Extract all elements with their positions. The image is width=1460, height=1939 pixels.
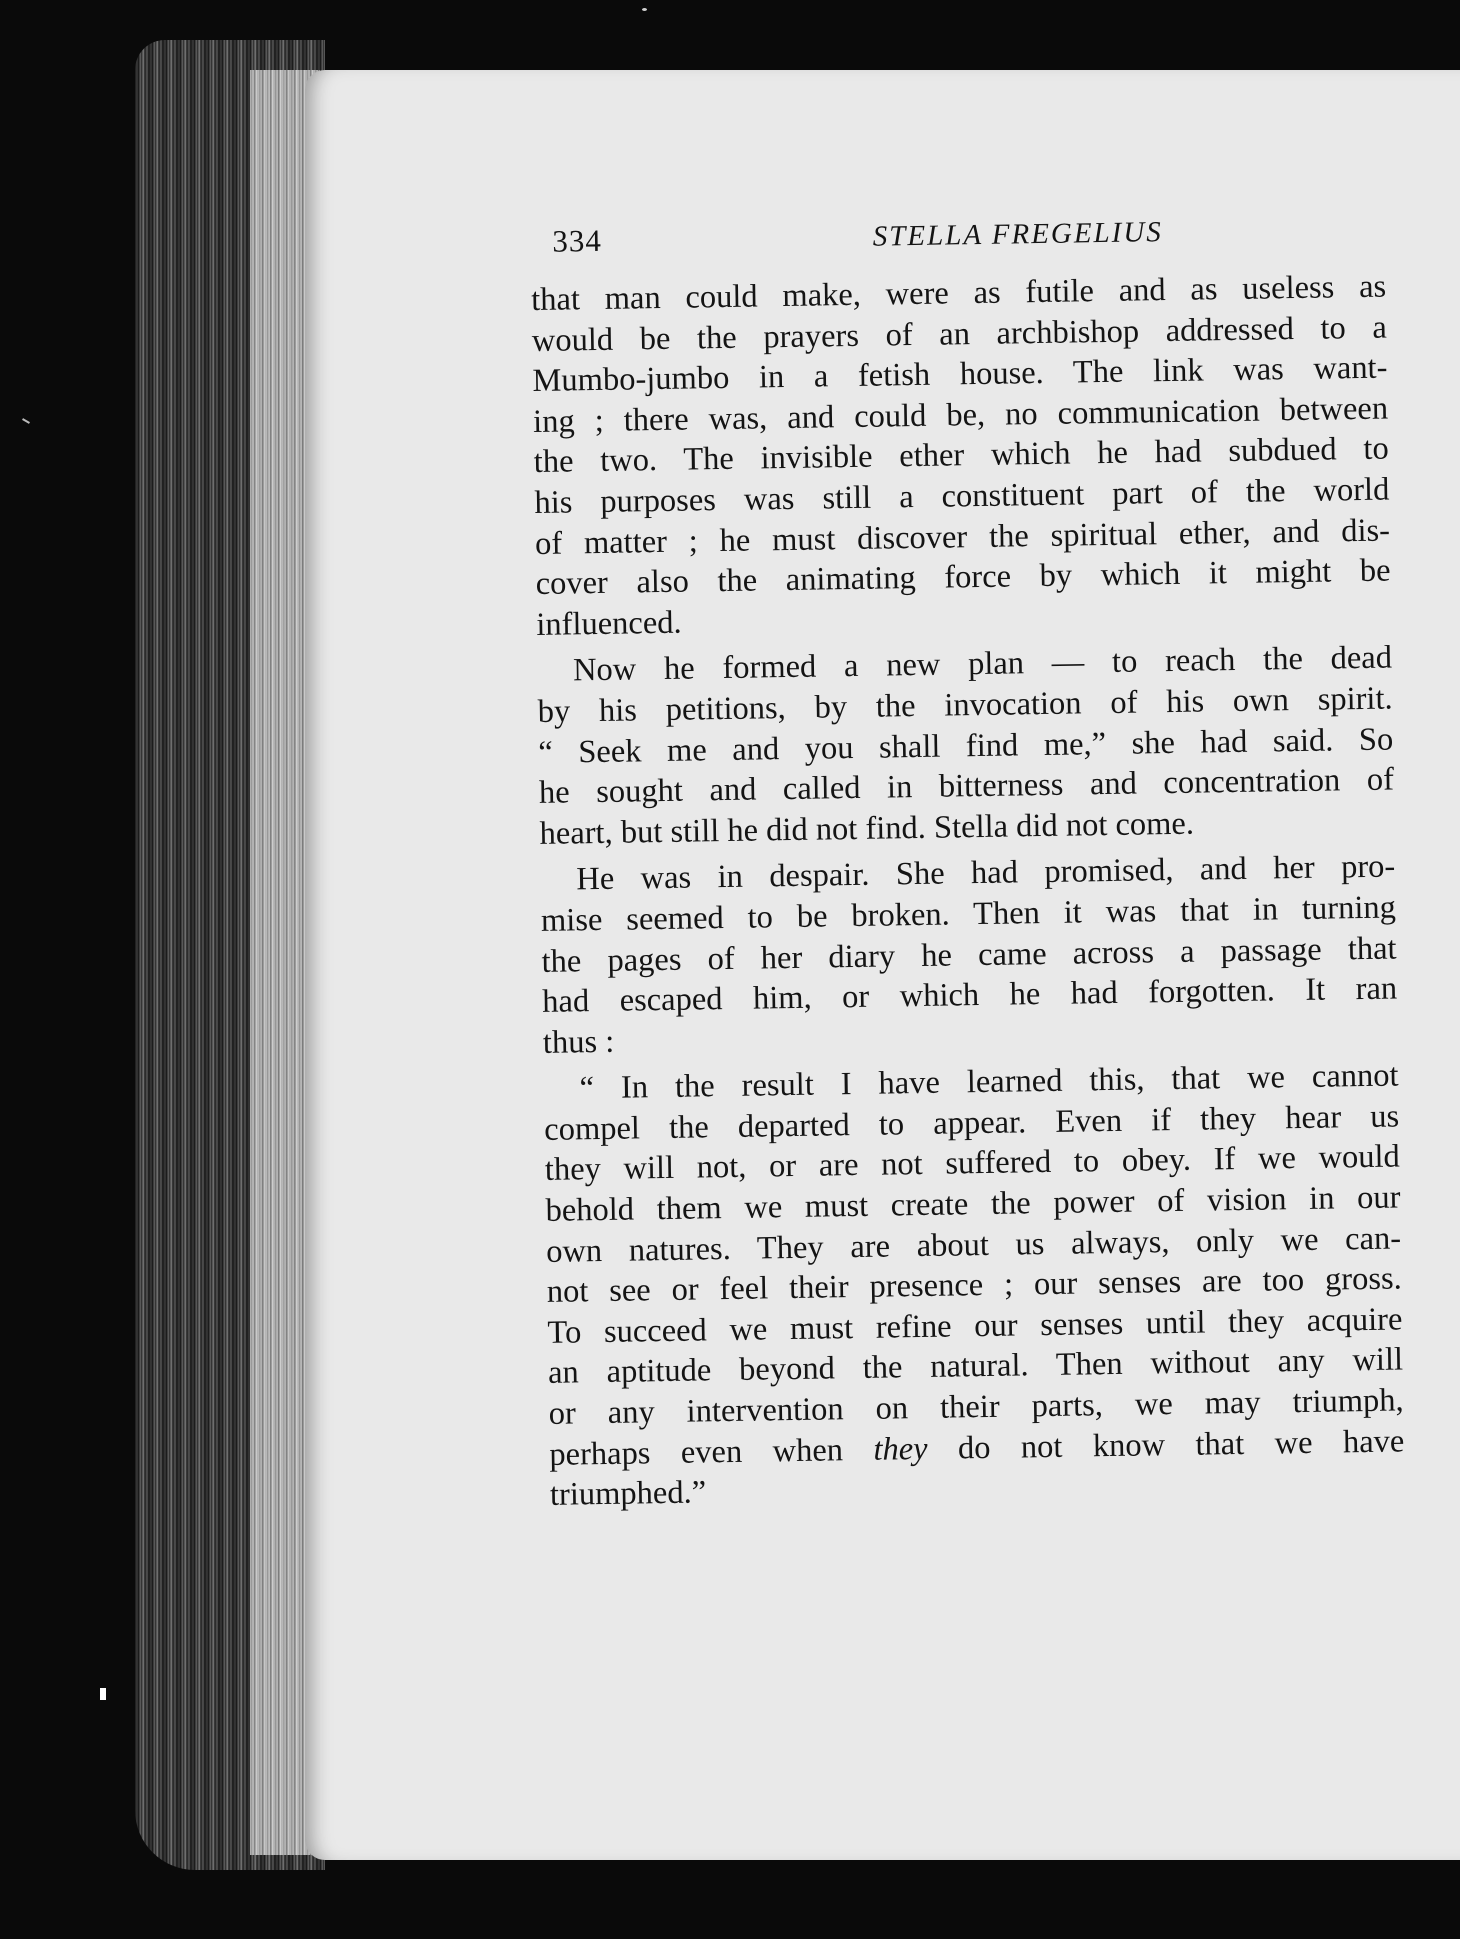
text-line: “ In the result I have learned this, that we cannot: [579, 1057, 1399, 1107]
paragraph: [537, 638, 1395, 854]
text-line: own natures. They are about us always, only we can-: [545, 1220, 1402, 1270]
text-line: Now he formed a new plan — to reach the dead: [572, 639, 1393, 689]
text-line: not see or feel their presence ; our senses are too gross.: [546, 1260, 1402, 1311]
text-line: he sought and called in bitterness and concentration of: [538, 761, 1395, 812]
text-line: compel the departed to appear. Even if they hear us: [543, 1098, 1400, 1148]
text-line: had escaped him, or which he had forgotten. It ran: [541, 970, 1398, 1020]
text-line: they will not, or are not suffered to obey. If we would: [544, 1138, 1401, 1189]
text-line: his purposes was still a constituent part of the world: [534, 471, 1390, 521]
text-line: triumphed.”: [549, 1474, 707, 1514]
text-line: cover also the animating force by which it might be: [535, 552, 1391, 603]
text-line: an aptitude beyond the natural. Then without any will: [547, 1341, 1404, 1392]
text-line: that man could make, were as futile and as useless as: [530, 268, 1387, 318]
text-line: thus :: [542, 1023, 615, 1061]
paragraph: [543, 1056, 1405, 1516]
text-line: of matter ; he must discover the spiritual ether, and dis-: [534, 512, 1391, 562]
text-line: mise seemed to be broken. Then it was that in turning: [540, 889, 1397, 939]
text-line: perhaps even when they do not know that we have: [549, 1423, 1405, 1473]
page-text: [530, 209, 1405, 1522]
paragraph: [540, 847, 1398, 1063]
text-line: ing ; there was, and could be, no communication between: [532, 390, 1389, 440]
text-line: heart, but still he did not find. Stella did not come.: [539, 805, 1195, 852]
text-line: To succeed we must refine our senses until they acquire: [547, 1301, 1403, 1351]
dust-speck: [642, 8, 647, 11]
page-number: 334: [552, 222, 603, 259]
text-line: behold them we must create the power of vision in our: [545, 1179, 1401, 1229]
running-title: STELLA FREGELIUS: [872, 216, 1164, 253]
scan-mark: [100, 1688, 106, 1700]
text-line: would be the prayers of an archbishop addressed to a: [531, 309, 1388, 359]
text-line: He was in despair. She had promised, and her pro-: [576, 848, 1396, 898]
text-line: the pages of her diary he came across a passage that: [541, 929, 1397, 980]
scan-mark: [22, 418, 30, 424]
text-line: “ Seek me and you shall find me,” she had said. So: [538, 721, 1394, 771]
text-line: by his petitions, by the invocation of his own spirit.: [537, 680, 1393, 730]
text-line: Mumbo-jumbo in a fetish house. The link was want-: [532, 349, 1388, 400]
text-line: or any intervention on their parts, we may triumph,: [548, 1382, 1404, 1432]
text-line: the two. The invisible ether which he had subdued to: [533, 430, 1389, 481]
body-text: [531, 267, 1405, 1516]
paragraph: [531, 267, 1392, 646]
text-line: influenced.: [536, 604, 682, 643]
